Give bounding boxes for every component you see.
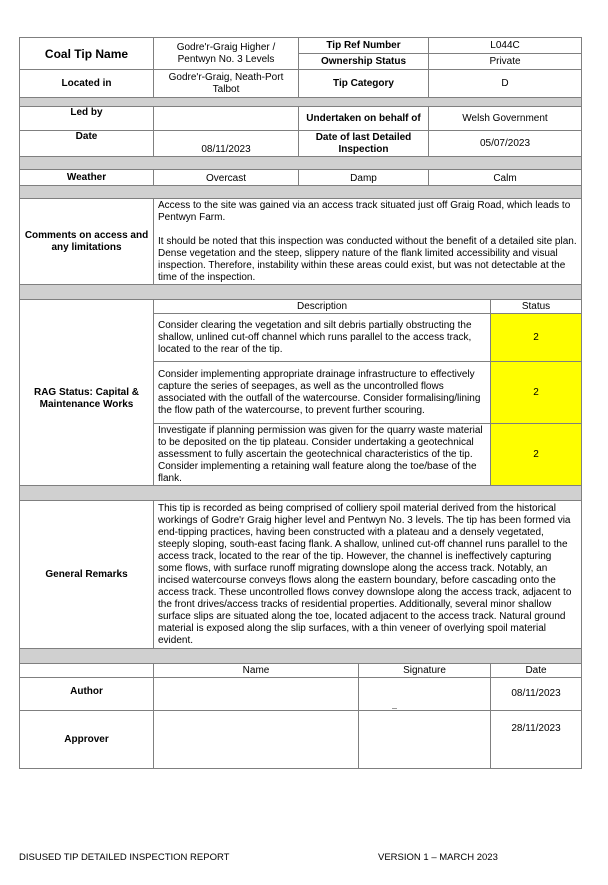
led-by-value [154,107,299,131]
comments-paragraph-1: Access to the site was gained via an access track situated just off Graig Road, which leads to Pentwyn Farm. [158,199,571,223]
author-signature [359,678,491,711]
separator [20,186,582,199]
signoff-signature-header: Signature [359,664,491,678]
signoff-name-header: Name [154,664,359,678]
approver-label: Approver [20,711,154,769]
separator [20,649,582,664]
tip-ref-label: Tip Ref Number [299,38,429,54]
signoff-header-blank [20,664,154,678]
weather-value-1: Overcast [154,170,299,186]
last-inspection-value: 05/07/2023 [429,131,582,157]
approver-date: 28/11/2023 [491,711,582,769]
date-label: Date [20,131,154,157]
rag-status-header: Status [491,300,582,314]
rag-item-description: Consider clearing the vegetation and silt debris partially obstructing the shallow, unlined cut-off channel which runs parallel to the access track, located to the rear of the tip. [154,314,491,362]
undertaken-value: Welsh Government [429,107,582,131]
tip-category-label: Tip Category [299,70,429,98]
ownership-value: Private [429,54,582,70]
comments-text [154,199,582,285]
tip-category-value: D [429,70,582,98]
footer-version: VERSION 1 – MARCH 2023 [378,852,498,863]
comments-label: Comments on access and any limitations [20,199,154,285]
footer-report-title: DISUSED TIP DETAILED INSPECTION REPORT [19,852,230,863]
ownership-label: Ownership Status [299,54,429,70]
rag-item-description: Investigate if planning permission was given for the quarry waste material to be deposited on the tip plateau. Consider undertaking a geotechnical assessment to fully ascertain the geotechnical characteristics of the tip. Consider implementing a retaining wall feature along the toe/base of the flank. [154,424,491,486]
coal-tip-name-value: Godre'r-Graig Higher / Pentwyn No. 3 Levels [154,38,299,70]
remarks-text: This tip is recorded as being comprised of colliery spoil material derived from the historical workings of Godre'r Graig higher level and Pentwyn No. 3 levels. The tip has been formed via end-tipping practices, having been constructed with a plateau and a densely vegetated, steeply sloping, south-east facing flank. A shallow, unlined cut-off channel runs parallel to the access track, located to the rear of the tip. However, the channel is ineffectively capturing some flows, with surface runoff migrating downslope along the access track. Notably, an incised watercourse conveys flows along the eastern boundary, before cascading onto the access track. These uncontrolled flows convey downslope along the access track, adjacent to the front drives/access tracks of residential properties. Additionally, several minor shallow surface slips are situated along the toe, located adjacent to the access track. Natural ground material is exposed along the slip surfaces, with a thin veneer of overlying spoil material evident. [154,501,582,649]
approver-signature [359,711,491,769]
coal-tip-name-label: Coal Tip Name [20,38,154,70]
date-value: 08/11/2023 [154,131,299,157]
inspection-report-table [19,37,582,769]
author-label: Author [20,678,154,711]
remarks-label: General Remarks [20,501,154,649]
led-by-label: Led by [20,107,154,131]
undertaken-label: Undertaken on behalf of [299,107,429,131]
comments-paragraph-2: It should be noted that this inspection was conducted without the benefit of a detailed site plan. Dense vegetation and the steep, slippery nature of the flank limited accessibility and visual inspection. Therefore, instability within these areas could exist, but was not detectable at the time of the inspection. [158,235,577,283]
author-date: 08/11/2023 [491,678,582,711]
rag-item-status: 2 [491,314,582,362]
located-in-value: Godre'r-Graig, Neath-Port Talbot [154,70,299,98]
separator [20,98,582,107]
separator [20,285,582,300]
author-name [154,678,359,711]
separator [20,486,582,501]
signoff-date-header: Date [491,664,582,678]
tip-ref-value: L044C [429,38,582,54]
separator [20,157,582,170]
rag-description-header: Description [154,300,491,314]
rag-header-blank [20,300,154,314]
weather-value-2: Damp [299,170,429,186]
rag-label: RAG Status: Capital & Maintenance Works [20,314,154,486]
last-inspection-label: Date of last Detailed Inspection [299,131,429,157]
weather-label: Weather [20,170,154,186]
weather-value-3: Calm [429,170,582,186]
rag-item-status: 2 [491,362,582,424]
rag-item-status: 2 [491,424,582,486]
approver-name [154,711,359,769]
located-in-label: Located in [20,70,154,98]
rag-item-description: Consider implementing appropriate drainage infrastructure to effectively capture the series of seepages, as well as the uncontrolled flows associated with the outfall of the watercourse. Consider formalising/lining the flow path of the watercourse, to prevent further scouring. [154,362,491,424]
